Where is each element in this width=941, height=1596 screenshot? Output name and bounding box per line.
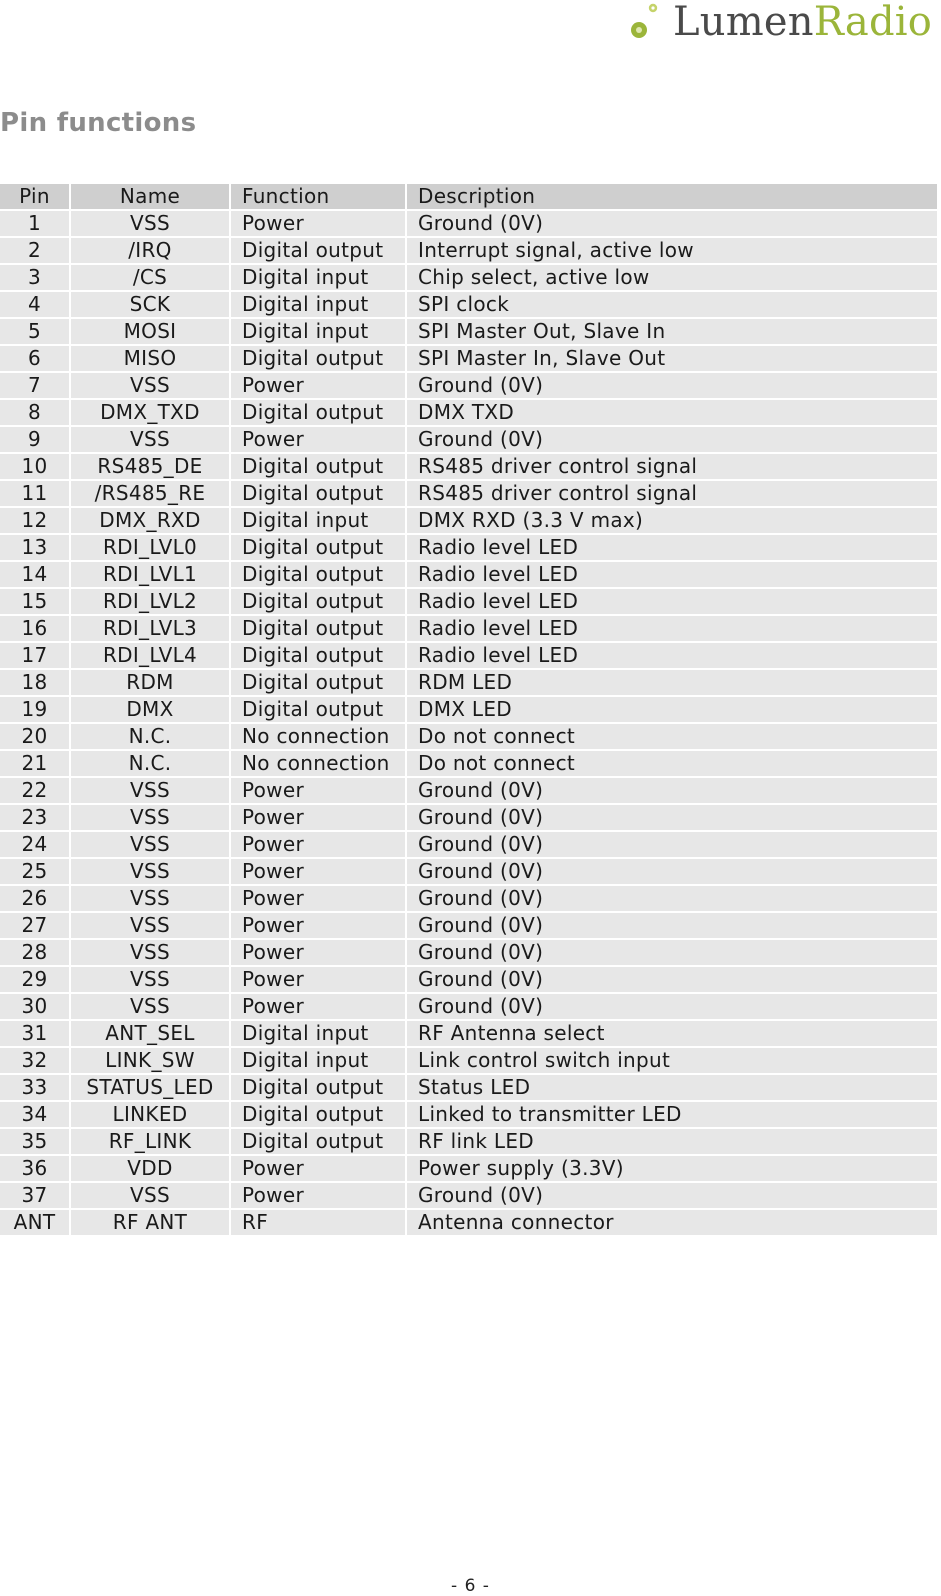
- cell-name: RDM: [71, 670, 229, 695]
- cell-function: Digital input: [231, 292, 405, 317]
- cell-name: MOSI: [71, 319, 229, 344]
- header-pin: Pin: [0, 184, 69, 209]
- table-row: [0, 481, 937, 506]
- table-row: [0, 859, 937, 884]
- cell-name: LINK_SW: [71, 1048, 229, 1073]
- cell-function: Power: [231, 940, 405, 965]
- brand-name-part1: Lumen: [673, 0, 814, 45]
- cell-pin: 27: [0, 913, 69, 938]
- cell-pin: 2: [0, 238, 69, 263]
- cell-name: RDI_LVL1: [71, 562, 229, 587]
- cell-name: ANT_SEL: [71, 1021, 229, 1046]
- cell-description: DMX LED: [407, 697, 937, 722]
- cell-name: N.C.: [71, 724, 229, 749]
- cell-name: VSS: [71, 427, 229, 452]
- cell-description: Antenna connector: [407, 1210, 937, 1235]
- cell-name: DMX_TXD: [71, 400, 229, 425]
- table-row: [0, 724, 937, 749]
- cell-description: Linked to transmitter LED: [407, 1102, 937, 1127]
- cell-description: Ground (0V): [407, 886, 937, 911]
- cell-pin: 26: [0, 886, 69, 911]
- brand-logo: [625, 0, 933, 46]
- cell-name: RF ANT: [71, 1210, 229, 1235]
- table-row: [0, 319, 937, 344]
- cell-description: Radio level LED: [407, 616, 937, 641]
- cell-function: Digital input: [231, 265, 405, 290]
- cell-function: Power: [231, 886, 405, 911]
- cell-pin: 36: [0, 1156, 69, 1181]
- table-row: [0, 832, 937, 857]
- cell-function: Digital output: [231, 643, 405, 668]
- cell-pin: 33: [0, 1075, 69, 1100]
- table-row: [0, 697, 937, 722]
- cell-name: VSS: [71, 1183, 229, 1208]
- cell-name: RDI_LVL4: [71, 643, 229, 668]
- cell-name: /CS: [71, 265, 229, 290]
- table-body: [0, 211, 937, 1235]
- cell-description: Radio level LED: [407, 562, 937, 587]
- cell-function: Digital output: [231, 562, 405, 587]
- cell-function: Power: [231, 427, 405, 452]
- cell-function: Digital input: [231, 508, 405, 533]
- cell-name: VSS: [71, 832, 229, 857]
- cell-description: Ground (0V): [407, 913, 937, 938]
- table-row: [0, 508, 937, 533]
- cell-description: Radio level LED: [407, 535, 937, 560]
- table-row: [0, 427, 937, 452]
- cell-function: Digital output: [231, 589, 405, 614]
- cell-description: Ground (0V): [407, 1183, 937, 1208]
- cell-description: Radio level LED: [407, 589, 937, 614]
- cell-name: VSS: [71, 373, 229, 398]
- header-description: Description: [407, 184, 937, 209]
- cell-function: Digital output: [231, 1075, 405, 1100]
- cell-name: /IRQ: [71, 238, 229, 263]
- cell-pin: 23: [0, 805, 69, 830]
- cell-pin: 31: [0, 1021, 69, 1046]
- cell-pin: 25: [0, 859, 69, 884]
- table-row: [0, 1075, 937, 1100]
- cell-pin: 5: [0, 319, 69, 344]
- cell-function: Power: [231, 1183, 405, 1208]
- cell-pin: 13: [0, 535, 69, 560]
- table-row: [0, 751, 937, 776]
- cell-description: Ground (0V): [407, 859, 937, 884]
- cell-description: Do not connect: [407, 751, 937, 776]
- cell-pin: 35: [0, 1129, 69, 1154]
- cell-function: Power: [231, 913, 405, 938]
- cell-description: Ground (0V): [407, 373, 937, 398]
- cell-name: VSS: [71, 778, 229, 803]
- cell-function: Power: [231, 373, 405, 398]
- table-row: [0, 886, 937, 911]
- table-row: [0, 1210, 937, 1235]
- table-row: [0, 562, 937, 587]
- cell-function: Digital output: [231, 1129, 405, 1154]
- cell-name: VSS: [71, 994, 229, 1019]
- cell-function: Digital output: [231, 616, 405, 641]
- table-header-row: [0, 184, 937, 209]
- cell-pin: 21: [0, 751, 69, 776]
- cell-description: Ground (0V): [407, 994, 937, 1019]
- cell-name: RS485_DE: [71, 454, 229, 479]
- cell-function: Digital output: [231, 1102, 405, 1127]
- table-row: [0, 940, 937, 965]
- table-row: [0, 589, 937, 614]
- table-row: [0, 913, 937, 938]
- cell-name: /RS485_RE: [71, 481, 229, 506]
- pin-functions-table: [0, 182, 939, 1237]
- logo-mark-icon: [625, 0, 665, 46]
- cell-function: Digital input: [231, 1048, 405, 1073]
- cell-pin: 30: [0, 994, 69, 1019]
- table-row: [0, 967, 937, 992]
- cell-pin: 6: [0, 346, 69, 371]
- cell-description: SPI Master In, Slave Out: [407, 346, 937, 371]
- table-row: [0, 454, 937, 479]
- cell-pin: 1: [0, 211, 69, 236]
- cell-description: Interrupt signal, active low: [407, 238, 937, 263]
- cell-function: Digital output: [231, 670, 405, 695]
- cell-function: No connection: [231, 751, 405, 776]
- cell-description: SPI Master Out, Slave In: [407, 319, 937, 344]
- table-row: [0, 373, 937, 398]
- cell-function: RF: [231, 1210, 405, 1235]
- cell-description: SPI clock: [407, 292, 937, 317]
- table-row: [0, 400, 937, 425]
- cell-name: STATUS_LED: [71, 1075, 229, 1100]
- cell-pin: 15: [0, 589, 69, 614]
- cell-pin: 4: [0, 292, 69, 317]
- cell-name: VSS: [71, 913, 229, 938]
- cell-function: Power: [231, 778, 405, 803]
- cell-name: VSS: [71, 967, 229, 992]
- cell-pin: 7: [0, 373, 69, 398]
- cell-name: VSS: [71, 886, 229, 911]
- cell-description: Chip select, active low: [407, 265, 937, 290]
- brand-name-part2: Radio: [813, 0, 933, 45]
- table-row: [0, 265, 937, 290]
- cell-function: Digital input: [231, 319, 405, 344]
- table-row: [0, 643, 937, 668]
- cell-pin: 28: [0, 940, 69, 965]
- cell-pin: 9: [0, 427, 69, 452]
- page-title: Pin functions: [0, 108, 197, 138]
- cell-function: Power: [231, 832, 405, 857]
- table-row: [0, 994, 937, 1019]
- cell-pin: 3: [0, 265, 69, 290]
- cell-pin: 14: [0, 562, 69, 587]
- table-row: [0, 211, 937, 236]
- cell-description: Ground (0V): [407, 778, 937, 803]
- cell-description: DMX RXD (3.3 V max): [407, 508, 937, 533]
- cell-description: Ground (0V): [407, 211, 937, 236]
- cell-name: VSS: [71, 940, 229, 965]
- cell-pin: 32: [0, 1048, 69, 1073]
- table-row: [0, 346, 937, 371]
- cell-name: DMX_RXD: [71, 508, 229, 533]
- cell-pin: 20: [0, 724, 69, 749]
- table-row: [0, 805, 937, 830]
- cell-pin: 10: [0, 454, 69, 479]
- table-row: [0, 292, 937, 317]
- table-row: [0, 616, 937, 641]
- cell-name: LINKED: [71, 1102, 229, 1127]
- table-row: [0, 1102, 937, 1127]
- table-row: [0, 778, 937, 803]
- cell-function: Digital output: [231, 346, 405, 371]
- cell-function: Power: [231, 994, 405, 1019]
- cell-name: VSS: [71, 859, 229, 884]
- cell-description: Ground (0V): [407, 832, 937, 857]
- cell-function: Digital output: [231, 400, 405, 425]
- cell-pin: 34: [0, 1102, 69, 1127]
- cell-description: Status LED: [407, 1075, 937, 1100]
- table-row: [0, 238, 937, 263]
- cell-pin: 8: [0, 400, 69, 425]
- cell-name: RDI_LVL2: [71, 589, 229, 614]
- cell-description: Ground (0V): [407, 940, 937, 965]
- table-row: [0, 1156, 937, 1181]
- cell-function: Digital output: [231, 454, 405, 479]
- cell-function: Digital output: [231, 697, 405, 722]
- cell-pin: ANT: [0, 1210, 69, 1235]
- cell-function: Power: [231, 859, 405, 884]
- cell-pin: 18: [0, 670, 69, 695]
- cell-pin: 29: [0, 967, 69, 992]
- cell-name: N.C.: [71, 751, 229, 776]
- cell-name: MISO: [71, 346, 229, 371]
- cell-description: RF link LED: [407, 1129, 937, 1154]
- cell-pin: 37: [0, 1183, 69, 1208]
- cell-pin: 11: [0, 481, 69, 506]
- cell-pin: 19: [0, 697, 69, 722]
- cell-description: RS485 driver control signal: [407, 481, 937, 506]
- table-row: [0, 670, 937, 695]
- cell-description: Power supply (3.3V): [407, 1156, 937, 1181]
- cell-description: Ground (0V): [407, 805, 937, 830]
- cell-function: Power: [231, 967, 405, 992]
- cell-description: Do not connect: [407, 724, 937, 749]
- cell-description: DMX TXD: [407, 400, 937, 425]
- table-row: [0, 1129, 937, 1154]
- cell-pin: 22: [0, 778, 69, 803]
- header-name: Name: [71, 184, 229, 209]
- cell-description: Ground (0V): [407, 967, 937, 992]
- cell-pin: 24: [0, 832, 69, 857]
- cell-description: RDM LED: [407, 670, 937, 695]
- cell-name: RDI_LVL3: [71, 616, 229, 641]
- page-number: - 6 -: [451, 1576, 490, 1596]
- cell-name: SCK: [71, 292, 229, 317]
- cell-description: Ground (0V): [407, 427, 937, 452]
- brand-wordmark: [673, 0, 932, 45]
- cell-name: VSS: [71, 805, 229, 830]
- cell-description: Link control switch input: [407, 1048, 937, 1073]
- cell-name: DMX: [71, 697, 229, 722]
- table-row: [0, 1183, 937, 1208]
- cell-function: Power: [231, 211, 405, 236]
- cell-function: No connection: [231, 724, 405, 749]
- cell-function: Digital output: [231, 535, 405, 560]
- cell-description: RF Antenna select: [407, 1021, 937, 1046]
- cell-function: Digital input: [231, 1021, 405, 1046]
- cell-function: Digital output: [231, 238, 405, 263]
- cell-function: Digital output: [231, 481, 405, 506]
- table-row: [0, 1048, 937, 1073]
- cell-description: Radio level LED: [407, 643, 937, 668]
- cell-function: Power: [231, 805, 405, 830]
- cell-name: VSS: [71, 211, 229, 236]
- header-function: Function: [231, 184, 405, 209]
- cell-pin: 12: [0, 508, 69, 533]
- table-row: [0, 535, 937, 560]
- table-row: [0, 1021, 937, 1046]
- cell-name: RF_LINK: [71, 1129, 229, 1154]
- cell-pin: 16: [0, 616, 69, 641]
- cell-description: RS485 driver control signal: [407, 454, 937, 479]
- cell-name: RDI_LVL0: [71, 535, 229, 560]
- cell-name: VDD: [71, 1156, 229, 1181]
- cell-function: Power: [231, 1156, 405, 1181]
- cell-pin: 17: [0, 643, 69, 668]
